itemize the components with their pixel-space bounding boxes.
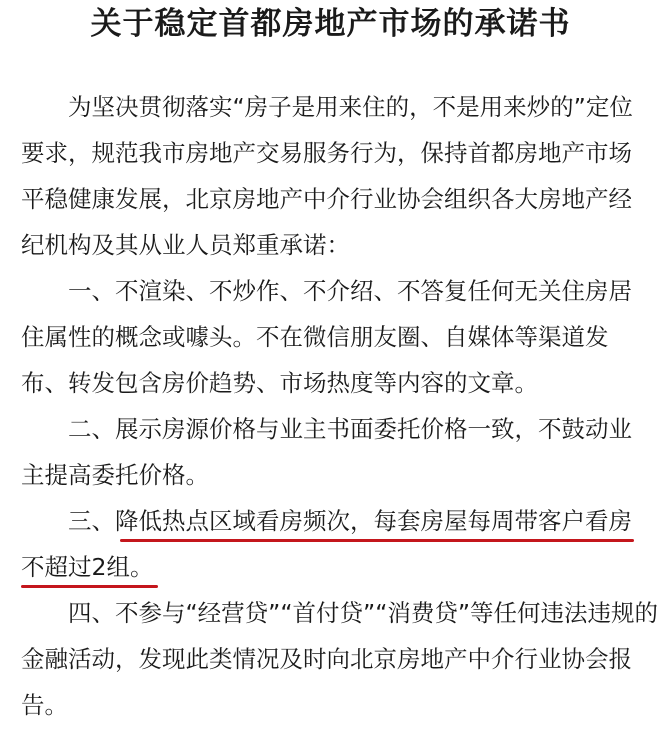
intro-line-1: 为坚决贯彻落实“房子是用来住的，不是用来炒的”定位 xyxy=(68,93,633,121)
red-underline-2 xyxy=(21,585,158,588)
clause-3-line-2: 不超过2组。 xyxy=(21,553,154,581)
intro-line-2: 要求，规范我市房地产交易服务行为，保持首都房地产市场 xyxy=(21,139,632,167)
clause-2-line-2: 主提高委托价格。 xyxy=(21,461,209,489)
red-underline-1 xyxy=(120,539,634,542)
clause-1-line-2: 住属性的概念或噱头。不在微信朋友圈、自媒体等渠道发 xyxy=(21,323,609,351)
clause-2-line-1: 二、展示房源价格与业主书面委托价格一致，不鼓动业 xyxy=(68,415,632,443)
clause-4-line-3: 告。 xyxy=(21,691,68,719)
clause-1-line-3: 布、转发包含房价趋势、市场热度等内容的文章。 xyxy=(21,369,538,397)
clause-1-line-1: 一、不渲染、不炒作、不介绍、不答复任何无关住房居 xyxy=(68,277,632,305)
clause-4-line-2: 金融活动，发现此类情况及时向北京房地产中介行业协会报 xyxy=(21,645,632,673)
clause-3-line-1: 三、降低热点区域看房频次，每套房屋每周带客户看房 xyxy=(68,507,632,535)
clause-4-line-1: 四、不参与“经营贷”“首付贷”“消费贷”等任何违法违规的 xyxy=(68,599,659,627)
intro-line-3: 平稳健康发展，北京房地产中介行业协会组织各大房地产经 xyxy=(21,185,632,213)
document-title: 关于稳定首都房地产市场的承诺书 xyxy=(90,6,571,42)
intro-line-4: 纪机构及其从业人员郑重承诺： xyxy=(21,231,350,259)
